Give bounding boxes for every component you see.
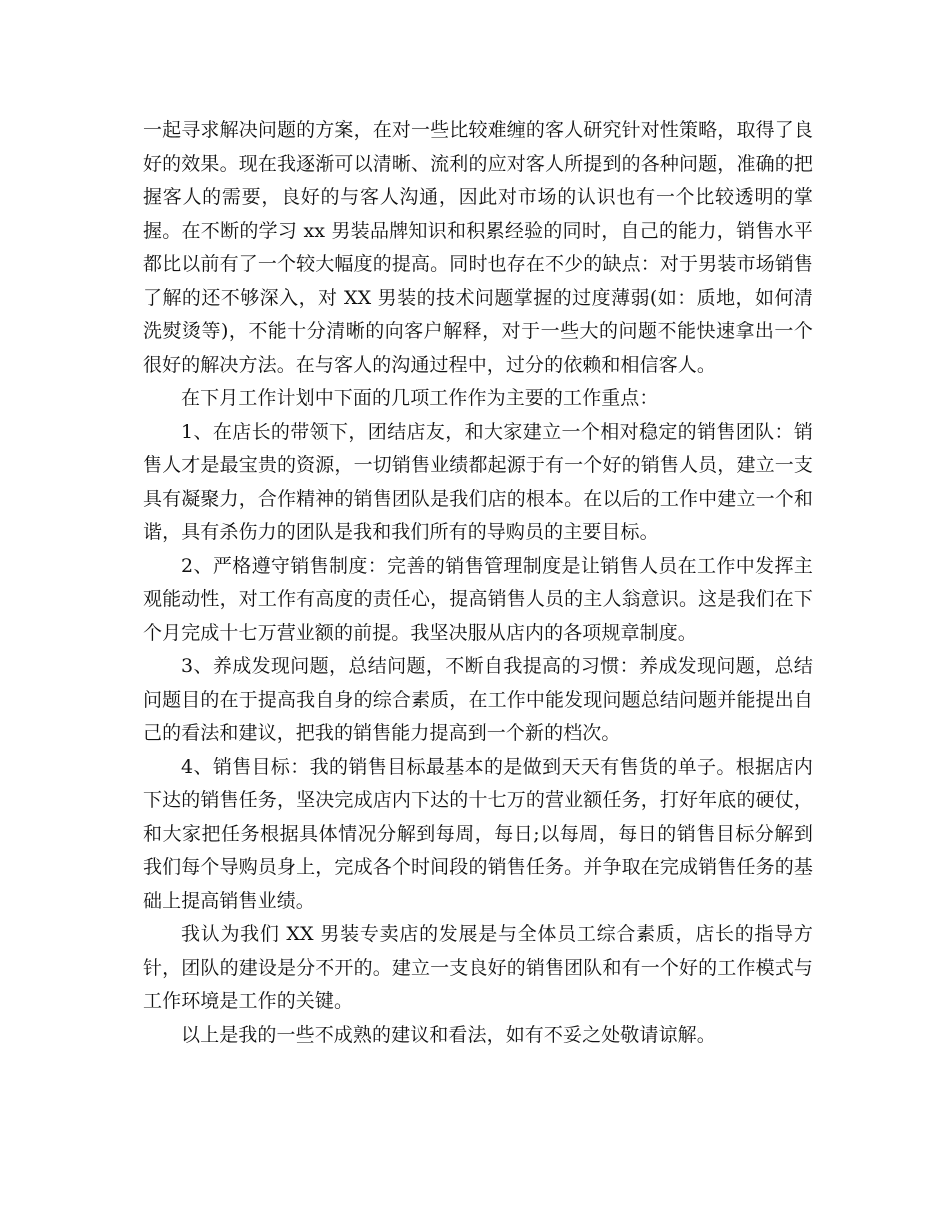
- document-body: [143, 114, 813, 1052]
- paragraph-item-4: 4、销售目标：我的销售目标最基本的是做到天天有售货的单子。根据店内下达的销售任务，坚决完成店内下达的十七万的营业额任务，打好年底的硬仗，和大家把任务根据具体情况分解到每周，每日;以每周，每日的销售目标分解到我们每个导购员身上，完成各个时间段的销售任务。并争取在完成销售任务的基础上提高销售业绩。: [143, 755, 813, 912]
- paragraph-continuation: 一起寻求解决问题的方案，在对一些比较难缠的客人研究针对性策略，取得了良好的效果。现在我逐渐可以清晰、流利的应对客人所提到的各种问题，准确的把握客人的需要，良好的与客人沟通，因此对市场的认识也有一个比较透明的掌握。在不断的学习 xx 男装品牌知识和积累经验的同时，自己的能力，销售水平都比以前有了一个较大幅度的提高。同时也存在不少的缺点：对于男装市场销售了解的还不够深入，对 XX 男装的技术问题掌握的过度薄弱(如：质地，如何清洗熨烫等)，不能十分清晰的向客户解释，对于一些大的问题不能快速拿出一个很好的解决方法。在与客人的沟通过程中，过分的依赖和相信客人。: [143, 119, 813, 376]
- paragraph-closing: 以上是我的一些不成熟的建议和看法，如有不妥之处敬请谅解。: [181, 1023, 716, 1046]
- paragraph-item-1: 1、在店长的带领下，团结店友，和大家建立一个相对稳定的销售团队：销售人才是最宝贵的资源，一切销售业绩都起源于有一个好的销售人员，建立一支具有凝聚力，合作精神的销售团队是我们店的根本。在以后的工作中建立一个和谐，具有杀伤力的团队是我和我们所有的导购员的主要目标。: [143, 420, 813, 543]
- paragraph-item-3: 3、养成发现问题，总结问题，不断自我提高的习惯：养成发现问题，总结问题目的在于提高我自身的综合素质，在工作中能发现问题总结问题并能提出自己的看法和建议，把我的销售能力提高到一个新的档次。: [143, 655, 813, 744]
- paragraph-plan-intro: 在下月工作计划中下面的几项工作作为主要的工作重点：: [181, 387, 659, 409]
- paragraph-item-2: 2、严格遵守销售制度：完善的销售管理制度是让销售人员在工作中发挥主观能动性，对工作有高度的责任心，提高销售人员的主人翁意识。这是我们在下个月完成十七万营业额的前提。我坚决服从店内的各项规章制度。: [143, 554, 813, 644]
- paragraph-conclusion: 我认为我们 XX 男装专卖店的发展是与全体员工综合素质，店长的指导方针，团队的建设是分不开的。建立一支良好的销售团队和有一个好的工作模式与工作环境是工作的关键。: [143, 923, 813, 1012]
